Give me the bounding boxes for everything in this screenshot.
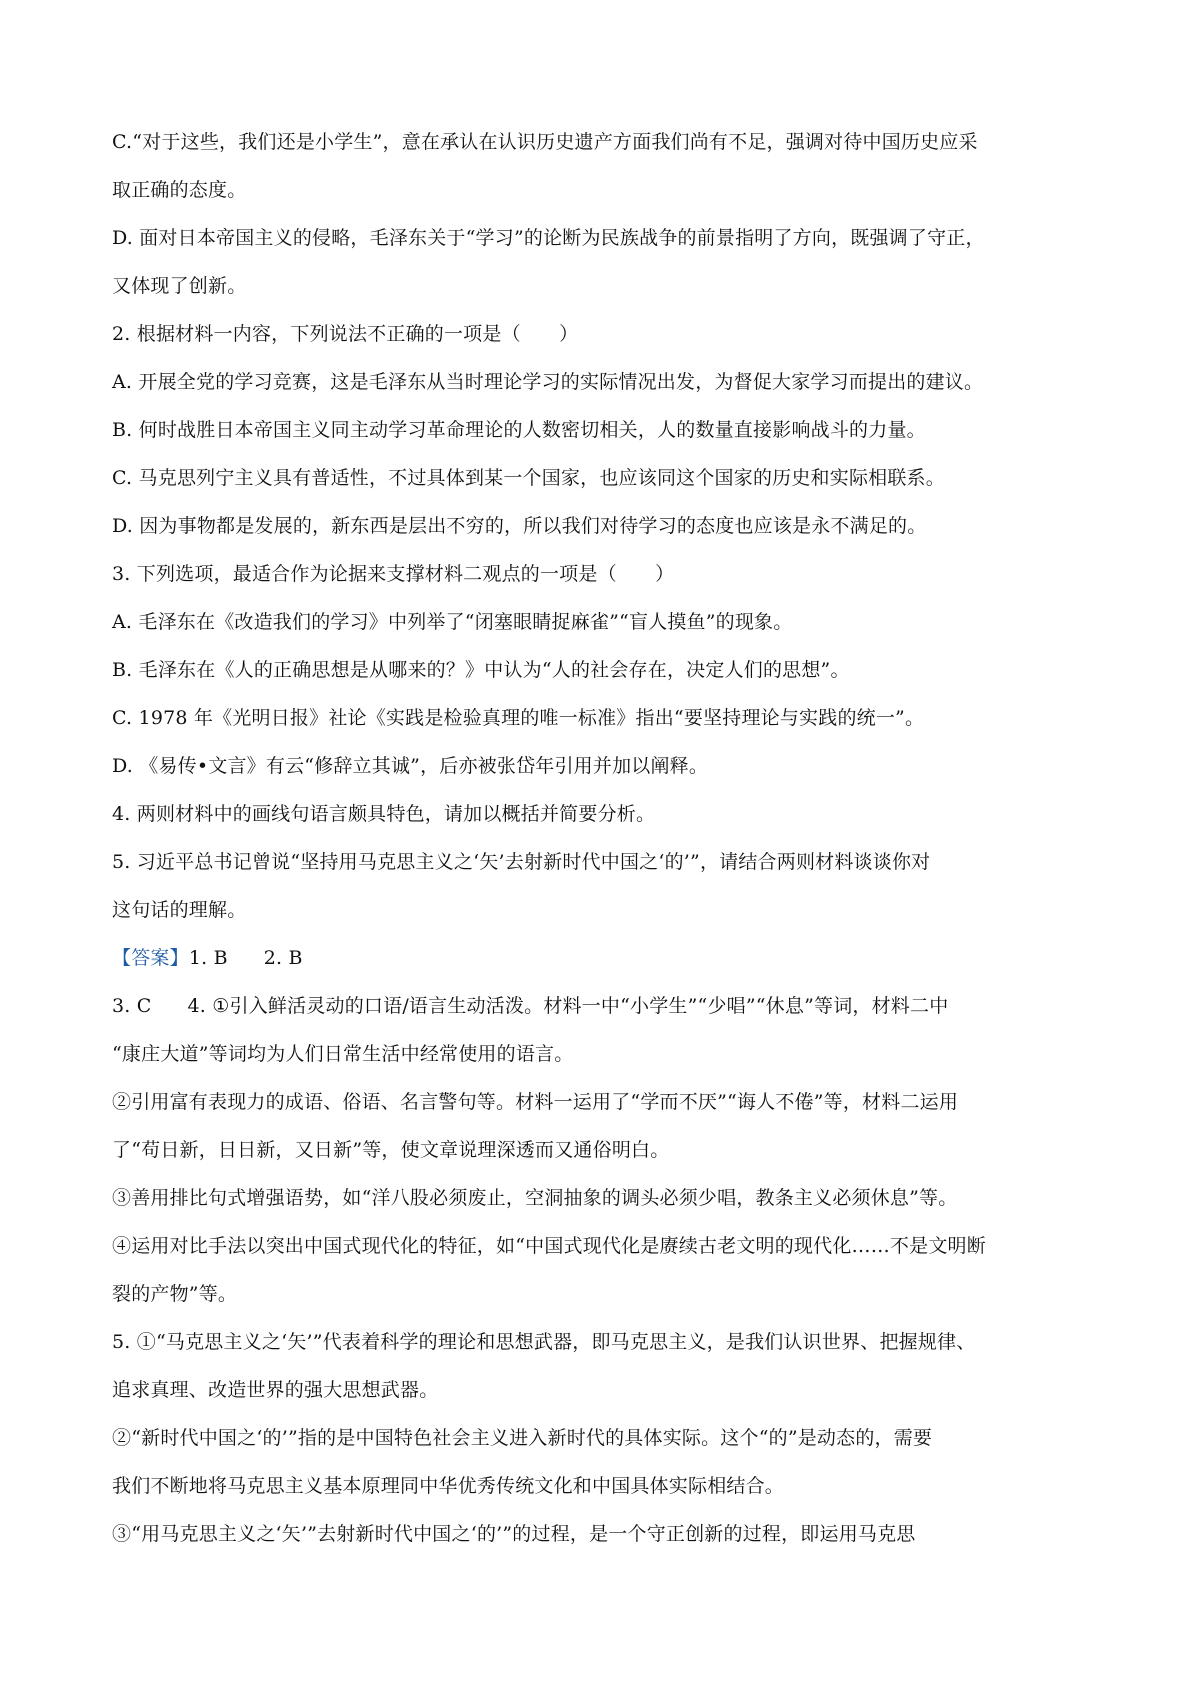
answer-5-point-2-line-2: 我们不断地将马克思主义基本原理同中华优秀传统文化和中国具体实际相结合。 — [112, 1475, 785, 1497]
answer-4-line-2: “康庄大道”等词均为人们日常生活中经常使用的语言。 — [112, 1043, 574, 1065]
question-2: 2. 根据材料一内容，下列说法不正确的一项是（ ） — [112, 323, 579, 345]
question-4: 4. 两则材料中的画线句语言颇具特色，请加以概括并简要分析。 — [112, 803, 656, 825]
option-d-line-2: 又体现了创新。 — [112, 275, 247, 297]
question-3-option-a: A. 毛泽东在《改造我们的学习》中列举了“闭塞眼睛捉麻雀”“盲人摸鱼”的现象。 — [112, 611, 793, 633]
answer-4-point-4-line-1: ④运用对比手法以突出中国式现代化的特征，如“中国式现代化是赓续古老文明的现代化……不是文明断 — [112, 1235, 986, 1257]
question-2-option-c: C. 马克思列宁主义具有普适性，不过具体到某一个国家，也应该同这个国家的历史和实际相联系。 — [112, 467, 945, 489]
question-2-option-d: D. 因为事物都是发展的，新东西是层出不穷的，所以我们对待学习的态度也应该是永不满足的。 — [112, 515, 927, 537]
answer-3: 3. C — [112, 995, 152, 1017]
option-d-line-1: D. 面对日本帝国主义的侵略，毛泽东关于“学习”的论断为民族战争的前景指明了方向，既强调了守正， — [112, 227, 985, 249]
question-5-line-2: 这句话的理解。 — [112, 899, 247, 921]
question-2-option-b: B. 何时战胜日本帝国主义同主动学习革命理论的人数密切相关，人的数量直接影响战斗的力量。 — [112, 419, 926, 441]
answer-header-line — [112, 934, 1098, 982]
answer-5-point-1-line-1: 5. ①“马克思主义之‘矢’”代表着科学的理论和思想武器，即马克思主义，是我们认识世界、把握规律、 — [112, 1331, 976, 1353]
answer-4-point-4-line-2: 裂的产物”等。 — [112, 1283, 238, 1305]
answer-4-point-2-line-1: ②引用富有表现力的成语、俗语、名言警句等。材料一运用了“学而不厌”“诲人不倦”等，材料二运用 — [112, 1091, 959, 1113]
answer-line — [112, 982, 1098, 1030]
question-3-option-c: C. 1978 年《光明日报》社论《实践是检验真理的唯一标准》指出“要坚持理论与实践的统一”。 — [112, 707, 925, 729]
answer-1: 1. B — [188, 947, 228, 969]
question-3-option-b: B. 毛泽东在《人的正确思想是从哪来的？》中认为“人的社会存在，决定人们的思想”。 — [112, 659, 850, 681]
question-5-line-1: 5. 习近平总书记曾说“坚持用马克思主义之‘矢’去射新时代中国之‘的’”，请结合两则材料谈谈你对 — [112, 851, 931, 873]
question-3: 3. 下列选项，最适合作为论据来支撑材料二观点的一项是（ ） — [112, 563, 675, 585]
answer-5-point-2-line-1: ②“新时代中国之‘的’”指的是中国特色社会主义进入新时代的具体实际。这个“的”是动态的，需要 — [112, 1427, 933, 1449]
option-c-line-2: 取正确的态度。 — [112, 179, 247, 201]
answer-2: 2. B — [263, 947, 303, 969]
question-2-option-a: A. 开展全党的学习竞赛，这是毛泽东从当时理论学习的实际情况出发，为督促大家学习而提出的建议。 — [112, 371, 984, 393]
document-body — [112, 118, 1098, 1558]
answer-4-line-1: 4. ①引入鲜活灵动的口语/语言生动活泼。材料一中“小学生”“少唱”“休息”等词，材料二中 — [187, 995, 949, 1017]
answer-5-point-3-line-1: ③“用马克思主义之‘矢’”去射新时代中国之‘的’”的过程，是一个守正创新的过程，即运用马克思 — [112, 1523, 916, 1545]
option-c-line-1: C.“对于这些，我们还是小学生”，意在承认在认识历史遗产方面我们尚有不足，强调对待中国历史应采 — [112, 131, 978, 153]
question-3-option-d: D. 《易传•文言》有云“修辞立其诚”，后亦被张岱年引用并加以阐释。 — [112, 755, 709, 777]
answer-4-point-2-line-2: 了“苟日新，日日新，又日新”等，使文章说理深透而又通俗明白。 — [112, 1139, 670, 1161]
answer-label: 【答案】 — [112, 947, 189, 969]
answer-5-point-1-line-2: 追求真理、改造世界的强大思想武器。 — [112, 1379, 439, 1401]
answer-4-point-3: ③善用排比句式增强语势，如“洋八股必须废止，空洞抽象的调头必须少唱，教条主义必须休息”等。 — [112, 1187, 958, 1209]
